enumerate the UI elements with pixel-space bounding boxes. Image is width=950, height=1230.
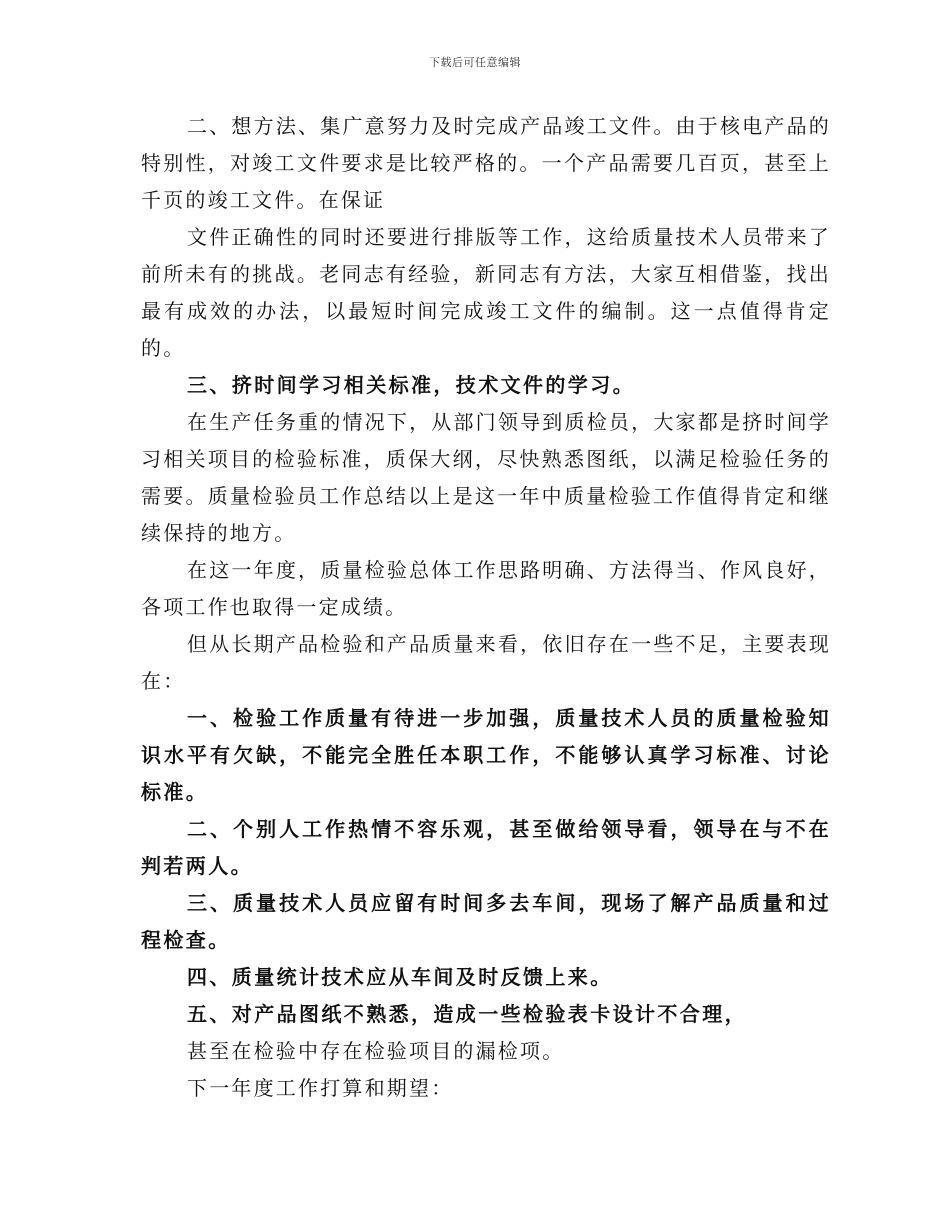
page-header: 下载后可任意编辑 [429,56,521,69]
paragraph-2: 文件正确性的同时还要进行排版等工作，这给质量技术人员带来了前所未有的挑战。老同志有经验，新同志有方法，大家互相借鉴，找出最有成效的办法，以最短时间完成竣工文件的编制。这一点值得肯定的。 [141,225,831,360]
paragraph-13: 下一年度工作打算和期望： [187,1076,454,1100]
paragraph-6: 但从长期产品检验和产品质量来看，依旧存在一些不足，主要表现在： [141,632,831,693]
document-body [141,108,831,1107]
paragraph-1: 二、想方法、集广意努力及时完成产品竣工文件。由于核电产品的特别性，对竣工文件要求是比较严格的。一个产品需要几百页，甚至上千页的竣工文件。在保证 [141,114,831,212]
shortcoming-item-2: 二、个别人工作热情不容乐观，甚至做给领导看，领导在与不在判若两人。 [141,817,831,878]
shortcoming-item-3: 三、质量技术人员应留有时间多去车间，现场了解产品质量和过程检查。 [141,891,831,952]
paragraph-12: 甚至在检验中存在检验项目的漏检项。 [187,1039,565,1063]
paragraph-5: 在这一年度，质量检验总体工作思路明确、方法得当、作风良好，各项工作也取得一定成绩。 [141,558,831,619]
shortcoming-item-5: 五、对产品图纸不熟悉，造成一些检验表卡设计不合理， [187,1002,747,1026]
paragraph-4: 在生产任务重的情况下，从部门领导到质检员，大家都是挤时间学习相关项目的检验标准，质保大纲，尽快熟悉图纸，以满足检验任务的需要。质量检验员工作总结以上是这一年中质量检验工作值得肯定和继续保持的地方。 [141,410,831,545]
shortcoming-item-4: 四、质量统计技术应从车间及时反馈上来。 [187,965,613,989]
shortcoming-item-1: 一、检验工作质量有待进一步加强，质量技术人员的质量检验知识水平有欠缺，不能完全胜任本职工作，不能够认真学习标准、讨论标准。 [141,706,831,804]
section-heading-3: 三、挤时间学习相关标准，技术文件的学习。 [187,373,635,397]
